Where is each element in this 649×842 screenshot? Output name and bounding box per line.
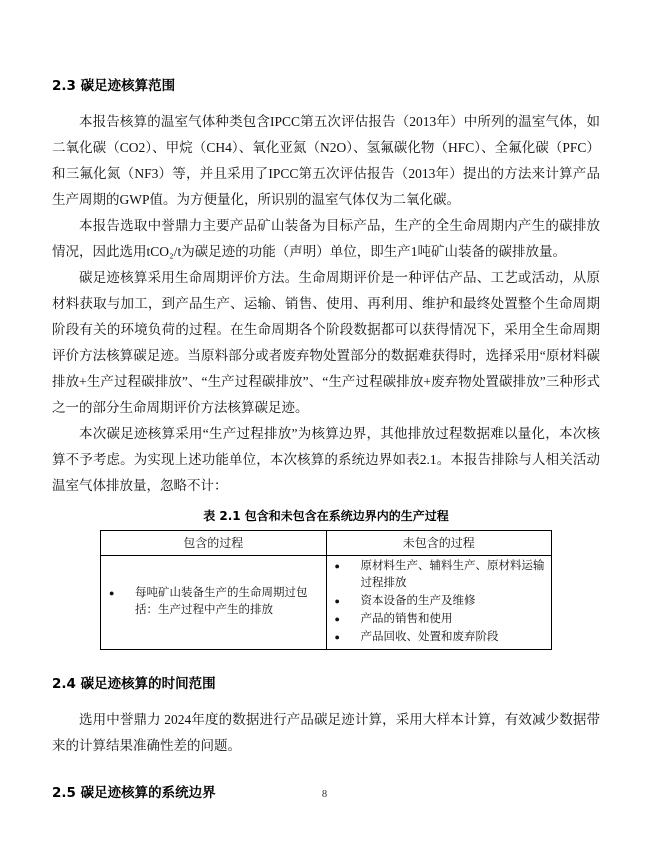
list-item-label: 产品回收、处置和废弃阶段 [360, 631, 499, 643]
list-item-label: 原材料生产、辅料生产、原材料运输过程排放 [360, 560, 545, 589]
list-item-label: 每吨矿山装备生产的生命周期过包括：生产过程中产生的排放 [135, 587, 308, 616]
list-item [333, 611, 550, 628]
list-item-label: 资本设备的生产及维修 [360, 595, 476, 607]
included-processes-list [101, 583, 326, 622]
section-2-3-paragraph-3: 碳足迹核算采用生命周期评价方法。生命周期评价是一种评估产品、工艺或活动，从原材料获取与加工，到产品生产、运输、销售、使用、再利用、维护和最终处置整个生命周期阶段有关的环境负荷的过程。在生命周期各个阶段数据都可以获得情况下，采用全生命周期评价方法核算碳足迹。当原料部分或者废弃物处置部分的数据难获得时，选择采用“原材料碳排放+生产过程碳排放”、“生产过程碳排放”、“生产过程碳排放+废弃物处置碳排放”三种形式之一的部分生命周期评价方法核算碳足迹。 [52, 270, 600, 415]
list-item [333, 629, 550, 646]
table-header-included: 包含的过程 [101, 531, 327, 556]
table-body-row [101, 556, 552, 650]
list-item [107, 585, 324, 619]
included-processes-cell [101, 556, 327, 650]
table-2-1-caption: 表 2.1 包含和未包含在系统边界内的生产过程 [203, 509, 449, 523]
section-2-3-paragraph-4: 本次碳足迹核算采用“生产过程排放”为核算边界，其他排放过程数据难以量化，本次核算不予考虑。为实现上述功能单位，本次核算的系统边界如表2.1。本报告排除与人相关活动温室气体排放量，忽略不计： [52, 426, 600, 493]
section-2-4-paragraph-1: 选用中誉鼎力 2024年度的数据进行产品碳足迹计算，采用大样本计算，有效减少数据带来的计算结果准确性差的问题。 [52, 712, 600, 753]
bullet-icon: ● [334, 632, 340, 642]
bullet-icon: ● [334, 614, 340, 624]
excluded-processes-list [327, 556, 552, 649]
bullet-icon: ● [334, 561, 340, 571]
list-item [333, 593, 550, 610]
section-2-4-heading: 2.4 碳足迹核算的时间范围 [52, 676, 216, 692]
bullet-icon: ● [334, 596, 340, 606]
section-2-3-paragraph-2: 本报告选取中誉鼎力主要产品矿山装备为目标产品，生产的全生命周期内产生的碳排放情况，因此选用tCO₂/t为碳足迹的功能（声明）单位，即生产1吨矿山装备的碳排放量。 [52, 218, 600, 259]
bullet-icon: ● [109, 588, 115, 598]
list-item-label: 产品的销售和使用 [360, 613, 453, 625]
table-header-excluded: 未包含的过程 [326, 531, 552, 556]
section-2-3-paragraph-1: 本报告核算的温室气体种类包含IPCC第五次评估报告（2013年）中所列的温室气体，如二氧化碳（CO2）、甲烷（CH4）、氧化亚氮（N2O）、氢氟碳化物（HFC）、全氟化碳（PFC）和三氟化氮（NF3）等，并且采用了IPCC第五次评估报告（2013年）提出的方法来计算产品生产周期的GWP值。为方便量化，所识别的温室气体仅为二氧化碳。 [52, 114, 600, 207]
section-2-3-heading: 2.3 碳足迹核算范围 [52, 78, 176, 94]
list-item [333, 558, 550, 592]
section-2-5-heading: 2.5 碳足迹核算的系统边界 [52, 785, 216, 801]
system-boundary-table [100, 530, 552, 650]
excluded-processes-cell [326, 556, 552, 650]
table-header-row [101, 531, 552, 556]
page-number: 8 [321, 789, 328, 800]
